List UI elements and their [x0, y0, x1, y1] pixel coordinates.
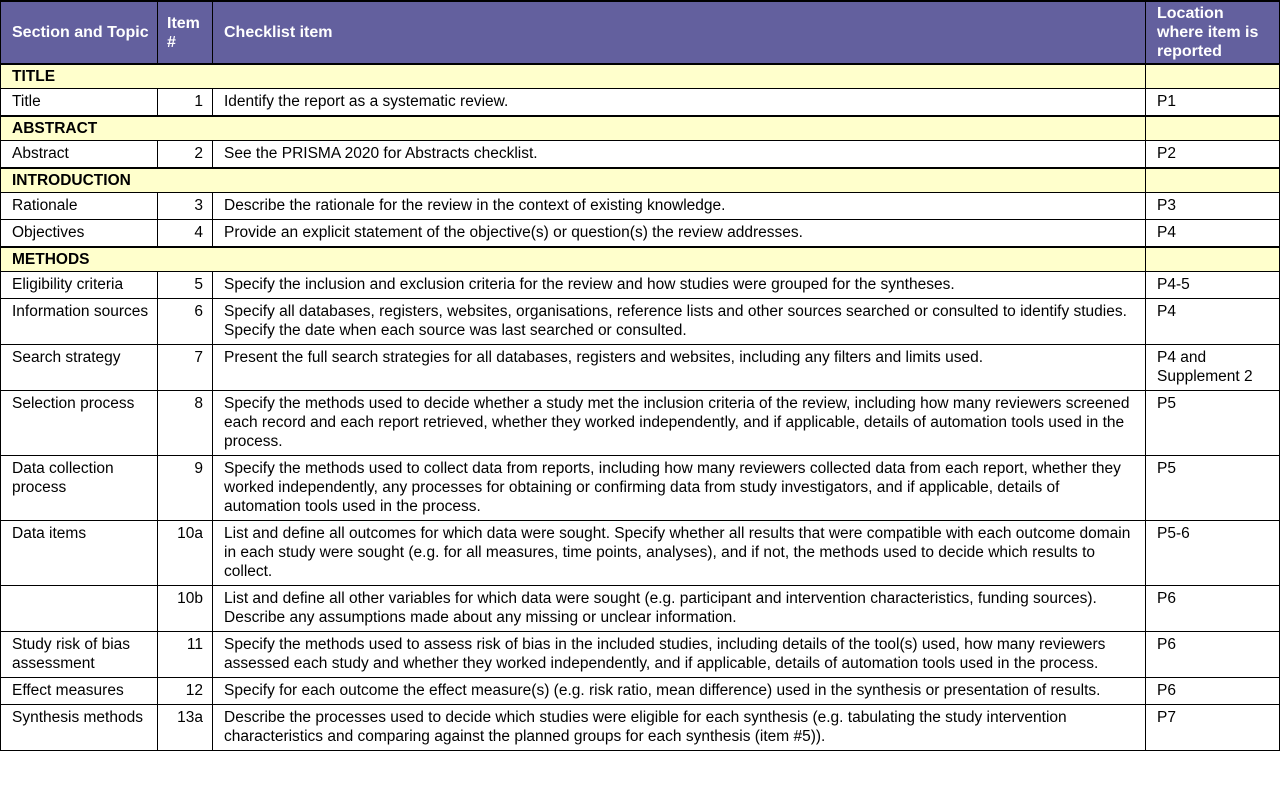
location-cell: P4 and Supplement 2	[1146, 345, 1280, 391]
item-number-cell: 12	[158, 678, 213, 705]
item-number-cell: 9	[158, 456, 213, 521]
topic-cell: Title	[1, 89, 158, 117]
table-row	[1, 193, 1280, 220]
item-number-cell: 8	[158, 391, 213, 456]
table-row	[1, 705, 1280, 751]
item-number-cell: 5	[158, 272, 213, 299]
table-row	[1, 521, 1280, 586]
checklist-text-cell: Specify the methods used to collect data from reports, including how many reviewers collected data from each report, whether they worked independently, any processes for obtaining or confirming data from study investigators, and if applicable, details of automation tools used in the process.	[213, 456, 1146, 521]
location-cell: P7	[1146, 705, 1280, 751]
section-location-cell	[1146, 247, 1280, 272]
table-row	[1, 220, 1280, 248]
header-checklist-item: Checklist item	[213, 1, 1146, 64]
section-location-cell	[1146, 168, 1280, 193]
location-cell: P4-5	[1146, 272, 1280, 299]
location-cell: P5-6	[1146, 521, 1280, 586]
location-cell: P2	[1146, 141, 1280, 169]
item-number-cell: 6	[158, 299, 213, 345]
location-cell: P4	[1146, 220, 1280, 248]
topic-cell: Abstract	[1, 141, 158, 169]
item-number-cell: 7	[158, 345, 213, 391]
topic-cell: Rationale	[1, 193, 158, 220]
checklist-text-cell: Specify for each outcome the effect measure(s) (e.g. risk ratio, mean difference) used in the synthesis or presentation of results.	[213, 678, 1146, 705]
section-row-abstract	[1, 116, 1280, 141]
checklist-text-cell: List and define all other variables for which data were sought (e.g. participant and intervention characteristics, funding sources). Describe any assumptions made about any missing or unclear information.	[213, 586, 1146, 632]
topic-cell: Effect measures	[1, 678, 158, 705]
section-label: METHODS	[1, 247, 1146, 272]
item-number-cell: 10a	[158, 521, 213, 586]
topic-cell: Information sources	[1, 299, 158, 345]
item-number-cell: 11	[158, 632, 213, 678]
section-location-cell	[1146, 116, 1280, 141]
location-cell: P3	[1146, 193, 1280, 220]
section-row-methods	[1, 247, 1280, 272]
checklist-text-cell: Present the full search strategies for all databases, registers and websites, including any filters and limits used.	[213, 345, 1146, 391]
topic-cell: Selection process	[1, 391, 158, 456]
topic-cell: Study risk of bias assessment	[1, 632, 158, 678]
location-cell: P6	[1146, 586, 1280, 632]
location-cell: P4	[1146, 299, 1280, 345]
item-number-cell: 4	[158, 220, 213, 248]
table-row	[1, 632, 1280, 678]
table-row	[1, 272, 1280, 299]
topic-cell: Search strategy	[1, 345, 158, 391]
table-row	[1, 678, 1280, 705]
header-row	[1, 1, 1280, 64]
checklist-text-cell: Specify the methods used to decide whether a study met the inclusion criteria of the review, including how many reviewers screened each record and each report retrieved, whether they worked independently, and if applicable, details of automation tools used in the process.	[213, 391, 1146, 456]
item-number-cell: 2	[158, 141, 213, 169]
table-row	[1, 391, 1280, 456]
location-cell: P1	[1146, 89, 1280, 117]
section-label: INTRODUCTION	[1, 168, 1146, 193]
item-number-cell: 10b	[158, 586, 213, 632]
location-cell: P5	[1146, 391, 1280, 456]
table-row	[1, 456, 1280, 521]
topic-cell: Objectives	[1, 220, 158, 248]
checklist-text-cell: Provide an explicit statement of the objective(s) or question(s) the review addresses.	[213, 220, 1146, 248]
checklist-text-cell: Specify the inclusion and exclusion criteria for the review and how studies were grouped for the syntheses.	[213, 272, 1146, 299]
topic-cell	[1, 586, 158, 632]
location-cell: P6	[1146, 678, 1280, 705]
item-number-cell: 1	[158, 89, 213, 117]
item-number-cell: 3	[158, 193, 213, 220]
topic-cell: Data items	[1, 521, 158, 586]
checklist-text-cell: Specify the methods used to assess risk of bias in the included studies, including details of the tool(s) used, how many reviewers assessed each study and whether they worked independently, and if applicable, details of automation tools used in the process.	[213, 632, 1146, 678]
checklist-text-cell: Specify all databases, registers, websites, organisations, reference lists and other sources searched or consulted to identify studies. Specify the date when each source was last searched or consulted.	[213, 299, 1146, 345]
checklist-text-cell: Describe the rationale for the review in the context of existing knowledge.	[213, 193, 1146, 220]
header-item-number: Item #	[158, 1, 213, 64]
section-row-title	[1, 64, 1280, 89]
table-row	[1, 299, 1280, 345]
location-cell: P6	[1146, 632, 1280, 678]
table-row	[1, 586, 1280, 632]
header-location: Location where item is reported	[1146, 1, 1280, 64]
table-row	[1, 141, 1280, 169]
item-number-cell: 13a	[158, 705, 213, 751]
table-row	[1, 89, 1280, 117]
section-label: TITLE	[1, 64, 1146, 89]
section-location-cell	[1146, 64, 1280, 89]
table-row	[1, 345, 1280, 391]
header-section-topic: Section and Topic	[1, 1, 158, 64]
checklist-text-cell: List and define all outcomes for which data were sought. Specify whether all results that were compatible with each outcome domain in each study were sought (e.g. for all measures, time points, analyses), and if not, the methods used to decide which results to collect.	[213, 521, 1146, 586]
section-label: ABSTRACT	[1, 116, 1146, 141]
checklist-text-cell: Describe the processes used to decide which studies were eligible for each synthesis (e.g. tabulating the study intervention characteristics and comparing against the planned groups for each synthesis (item #5)).	[213, 705, 1146, 751]
checklist-text-cell: See the PRISMA 2020 for Abstracts checklist.	[213, 141, 1146, 169]
topic-cell: Synthesis methods	[1, 705, 158, 751]
topic-cell: Data collection process	[1, 456, 158, 521]
checklist-text-cell: Identify the report as a systematic review.	[213, 89, 1146, 117]
location-cell: P5	[1146, 456, 1280, 521]
section-row-introduction	[1, 168, 1280, 193]
topic-cell: Eligibility criteria	[1, 272, 158, 299]
